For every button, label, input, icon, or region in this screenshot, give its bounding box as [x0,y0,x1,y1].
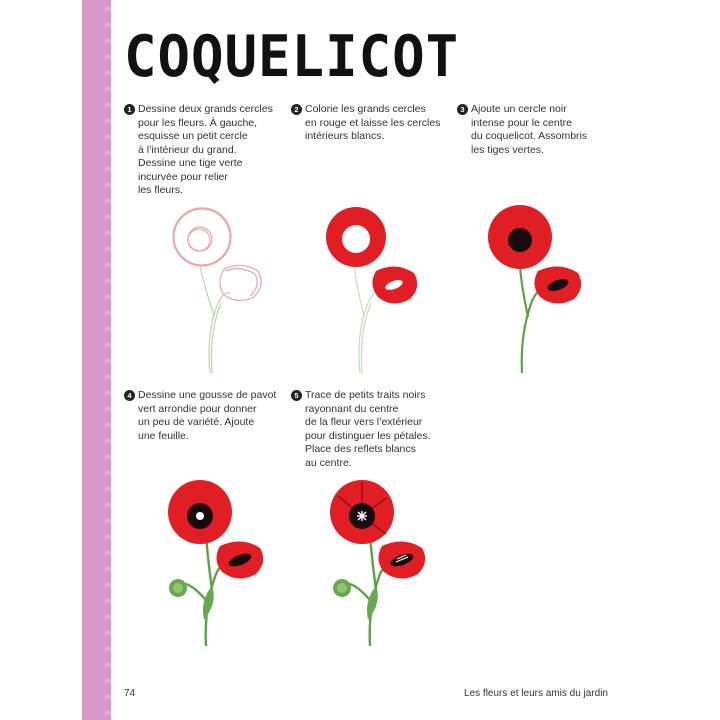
step-text: Ajoute un cercle noir intense pour le centre du coquelicot. Assombris les tiges vertes. [471,103,588,156]
step-text: Dessine une gousse de pavot vert arrondie pour donner un peu de variété. Ajoute une feuille. [138,389,277,442]
page-number: 74 [124,688,136,699]
instruction-step-2 [291,103,451,144]
instruction-step-3 [457,103,617,157]
step-text: Dessine deux grands cercles pour les fleurs. À gauche, esquisse un petit cercle à l’intérieur du grand. Dessine une tige verte incurvée pour relier les fleurs. [138,103,273,196]
poppy-black-center-illustration [484,205,594,375]
step-number-badge: 1 [124,104,135,115]
instruction-step-5 [291,389,451,470]
step-number-badge: 4 [124,390,135,401]
instruction-step-4 [124,389,284,443]
step-number-badge: 5 [291,390,302,401]
decorative-side-strip [82,0,108,720]
running-title: Les fleurs et leurs amis du jardin [464,688,608,699]
step-text: Trace de petits traits noirs rayonnant du centre de la fleur vers l’extérieur pour distinguer les pétales. Place des reflets blancs au centre. [305,389,431,469]
step-text: Colorie les grands cercles en rouge et laisse les cercles intérieurs blancs. [305,103,441,142]
poppy-with-pod-illustration [160,480,280,650]
poppy-sketch-illustration [162,205,272,375]
step-number-badge: 3 [457,104,468,115]
poppy-final-illustration [324,480,444,650]
instruction-step-1 [124,103,284,198]
page-title: COQUELICOT [124,23,460,90]
poppy-colored-illustration [318,205,428,375]
step-number-badge: 2 [291,104,302,115]
